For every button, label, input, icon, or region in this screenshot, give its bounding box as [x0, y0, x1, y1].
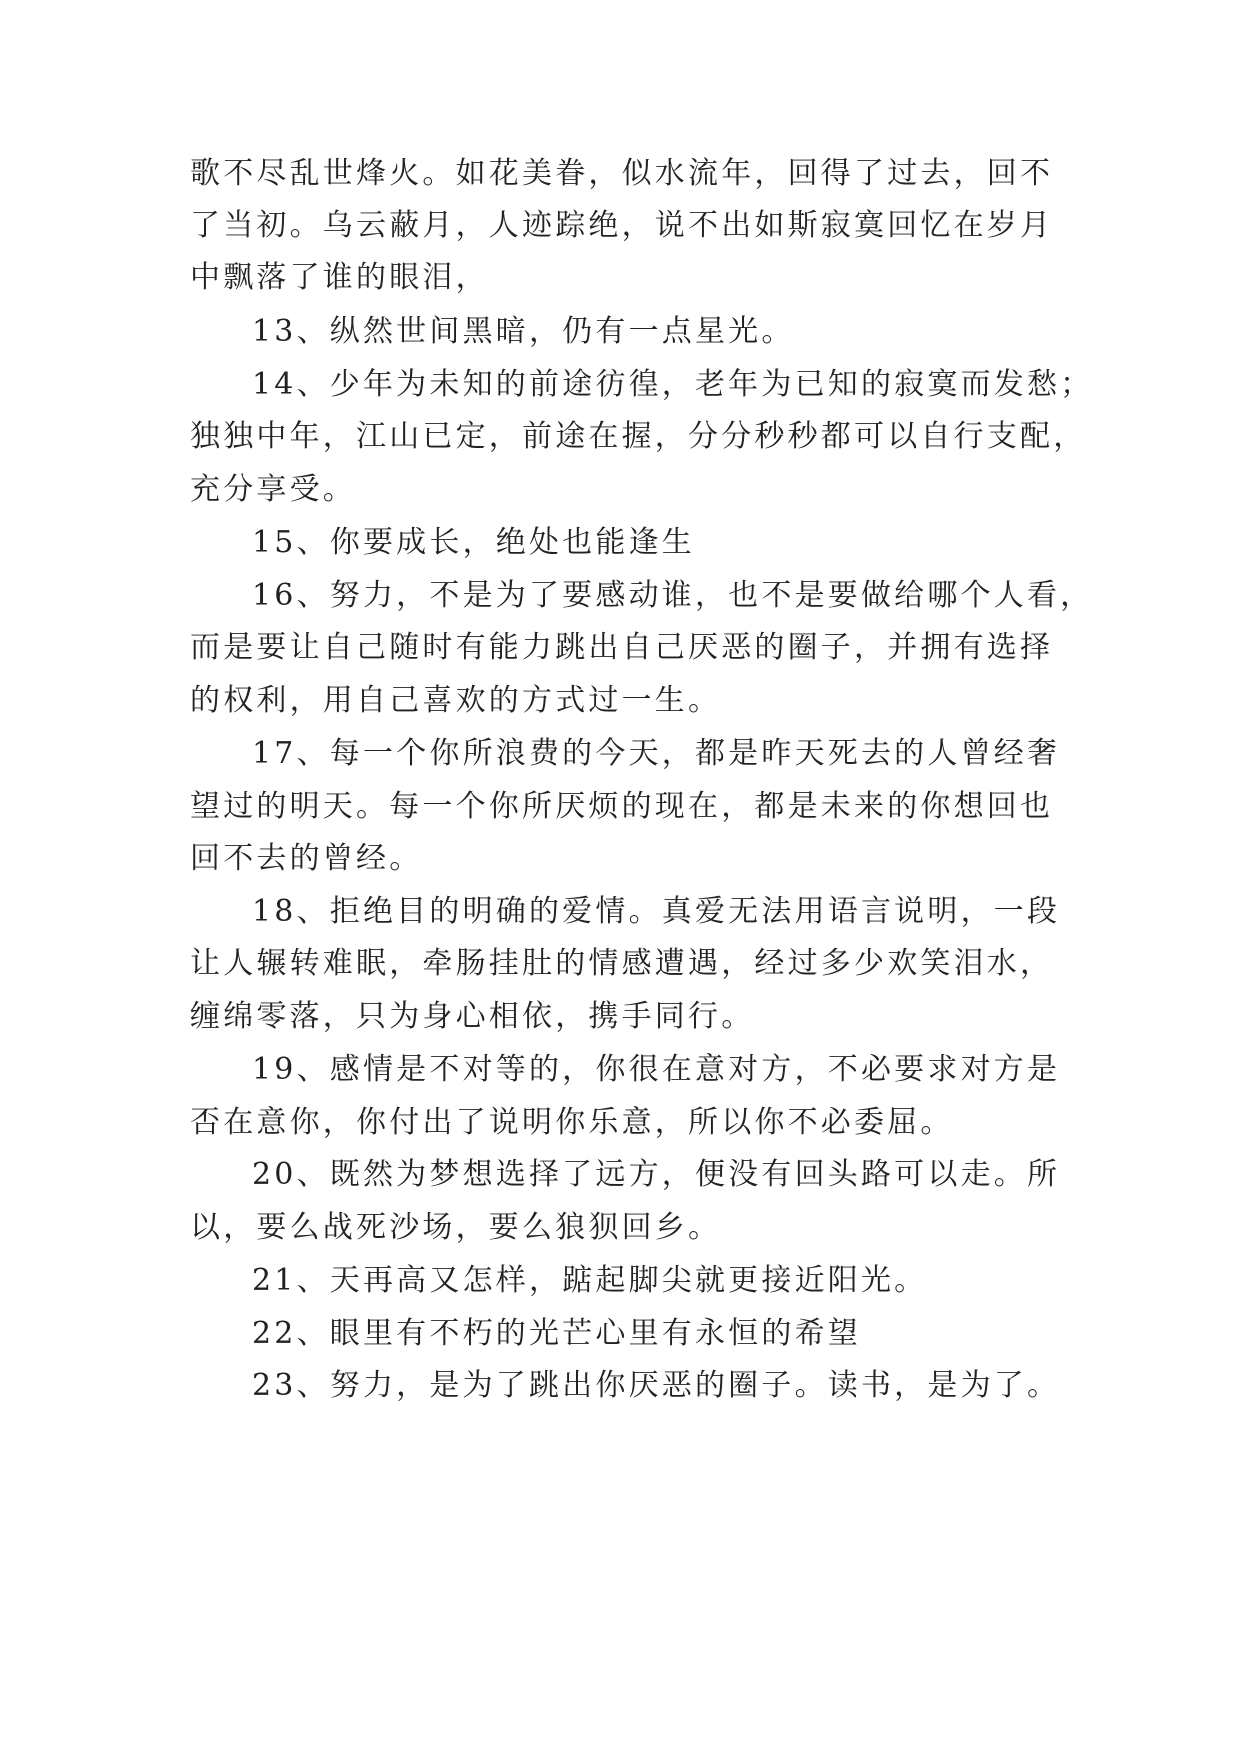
- list-item-13: 13、纵然世间黑暗，仍有一点星光。: [252, 314, 795, 349]
- text-line: 独独中年，江山已定，前途在握，分分秒秒都可以自行支配，: [190, 419, 1087, 454]
- text-line: 充分享受。: [190, 472, 356, 507]
- list-item-17: 17、每一个你所浪费的今天，都是昨天死去的人曾经奢: [252, 736, 1061, 771]
- text-line: 以，要么战死沙场，要么狼狈回乡。: [190, 1210, 722, 1245]
- text-line: 而是要让自己随时有能力跳出自己厌恶的圈子，并拥有选择: [190, 630, 1054, 665]
- text-line: 望过的明天。每一个你所厌烦的现在，都是未来的你想回也: [190, 789, 1054, 824]
- text-line: 中飘落了谁的眼泪，: [190, 260, 489, 295]
- list-item-20: 20、既然为梦想选择了远方，便没有回头路可以走。所: [252, 1157, 1061, 1192]
- list-item-15: 15、你要成长，绝处也能逢生: [252, 525, 695, 560]
- text-line: 让人辗转难眠，牵肠挂肚的情感遭遇，经过多少欢笑泪水，: [190, 946, 1054, 981]
- list-item-14: 14、少年为未知的前途彷徨，老年为已知的寂寞而发愁；: [252, 367, 1094, 402]
- list-item-22: 22、眼里有不朽的光芒心里有永恒的希望: [252, 1316, 861, 1351]
- text-line: 缠绵零落，只为身心相依，携手同行。: [190, 999, 755, 1034]
- list-item-21: 21、天再高又怎样，踮起脚尖就更接近阳光。: [252, 1263, 928, 1298]
- text-line: 否在意你，你付出了说明你乐意，所以你不必委屈。: [190, 1105, 954, 1140]
- text-line: 回不去的曾经。: [190, 841, 423, 876]
- list-item-23: 23、努力，是为了跳出你厌恶的圈子。读书，是为了。: [252, 1368, 1061, 1403]
- text-line: 的权利，用自己喜欢的方式过一生。: [190, 683, 722, 718]
- list-item-16: 16、努力，不是为了要感动谁，也不是要做给哪个人看，: [252, 578, 1094, 613]
- text-line: 了当初。乌云蔽月，人迹踪绝，说不出如斯寂寞回忆在岁月: [190, 208, 1054, 243]
- list-item-18: 18、拒绝目的明确的爱情。真爱无法用语言说明，一段: [252, 894, 1061, 929]
- list-item-19: 19、感情是不对等的，你很在意对方，不必要求对方是: [252, 1052, 1061, 1087]
- text-line: 歌不尽乱世烽火。如花美眷，似水流年，回得了过去，回不: [190, 156, 1054, 191]
